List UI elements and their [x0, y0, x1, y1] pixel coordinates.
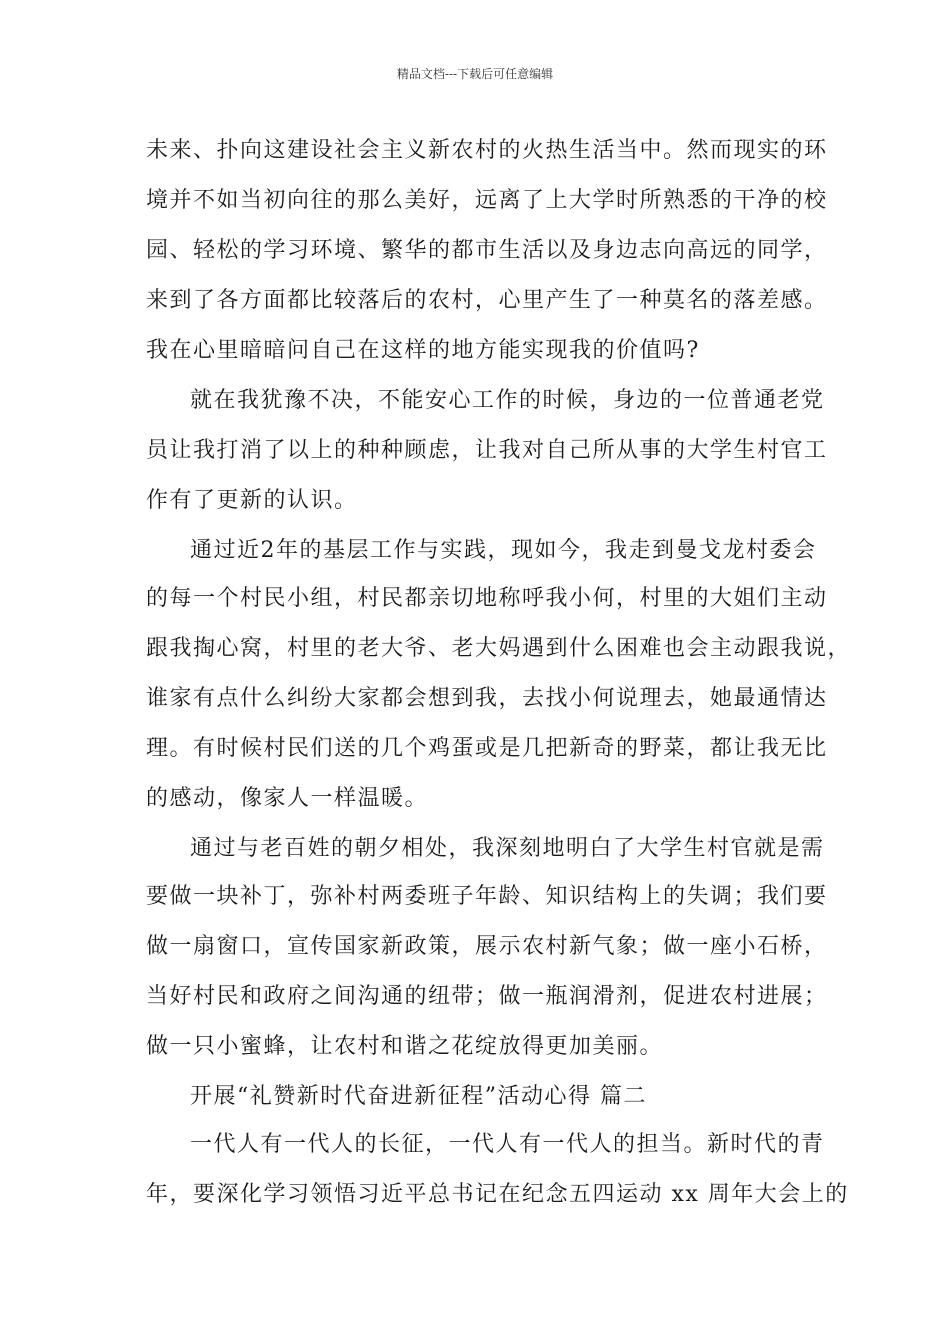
text-line-19: 做一只小蜜蜂，让农村和谐之花绽放得更加美丽。 [146, 1034, 664, 1059]
text-line-7: 员让我打消了以上的种种顾虑，让我对自己所从事的大学生村官工 [146, 438, 828, 463]
text-line-21: 一代人有一代人的长征，一代人有一代人的担当。新时代的青 [190, 1132, 825, 1157]
text-line-18: 当好村民和政府之间沟通的纽带；做一瓶润滑剂，促进农村进展； [146, 984, 828, 1009]
text-line-6: 就在我犹豫不决，不能安心工作的时候，身边的一位普通老党 [190, 388, 825, 413]
text-line-17: 做一扇窗口，宣传国家新政策，展示农村新气象；做一座小石桥， [146, 934, 828, 959]
text-line-9: 通过近2年的基层工作与实践，现如今，我走到曼戈龙村委会 [190, 538, 817, 563]
text-line-1: 未来、扑向这建设社会主义新农村的火热生活当中。然而现实的环 [146, 138, 828, 163]
text-line-3: 园、轻松的学习环境、繁华的都市生活以及身边志向高远的同学， [146, 238, 828, 263]
text-line-15: 通过与老百姓的朝夕相处，我深刻地明白了大学生村官就是需 [190, 836, 825, 861]
text-line-8: 作有了更新的认识。 [146, 488, 358, 513]
text-line-2: 境并不如当初向往的那么美好，远离了上大学时所熟悉的干净的校 [146, 188, 828, 213]
page-header: 精品文档---下载后可任意编辑 [396, 67, 554, 81]
section-heading: 开展“礼赞新时代奋进新征程”活动心得 篇二 [190, 1084, 647, 1109]
text-line-5: 我在心里暗暗问自己在这样的地方能实现我的价值吗? [146, 338, 700, 363]
text-line-11: 跟我掏心窝，村里的老大爷、老大妈遇到什么困难也会主动跟我说， [146, 636, 852, 661]
text-line-4: 来到了各方面都比较落后的农村，心里产生了一种莫名的落差感。 [146, 288, 828, 313]
text-line-22: 年，要深化学习领悟习近平总书记在纪念五四运动 xx 周年大会上的 [146, 1182, 849, 1207]
text-line-14: 的感动，像家人一样温暖。 [146, 786, 429, 811]
text-line-12: 谁家有点什么纠纷大家都会想到我，去找小何说理去，她最通情达 [146, 686, 828, 711]
text-line-13: 理。有时候村民们送的几个鸡蛋或是几把新奇的野菜，都让我无比 [146, 736, 828, 761]
text-line-16: 要做一块补丁，弥补村两委班子年龄、知识结构上的失调；我们要 [146, 884, 828, 909]
text-line-10: 的每一个村民小组，村民都亲切地称呼我小何，村里的大姐们主动 [146, 586, 828, 611]
